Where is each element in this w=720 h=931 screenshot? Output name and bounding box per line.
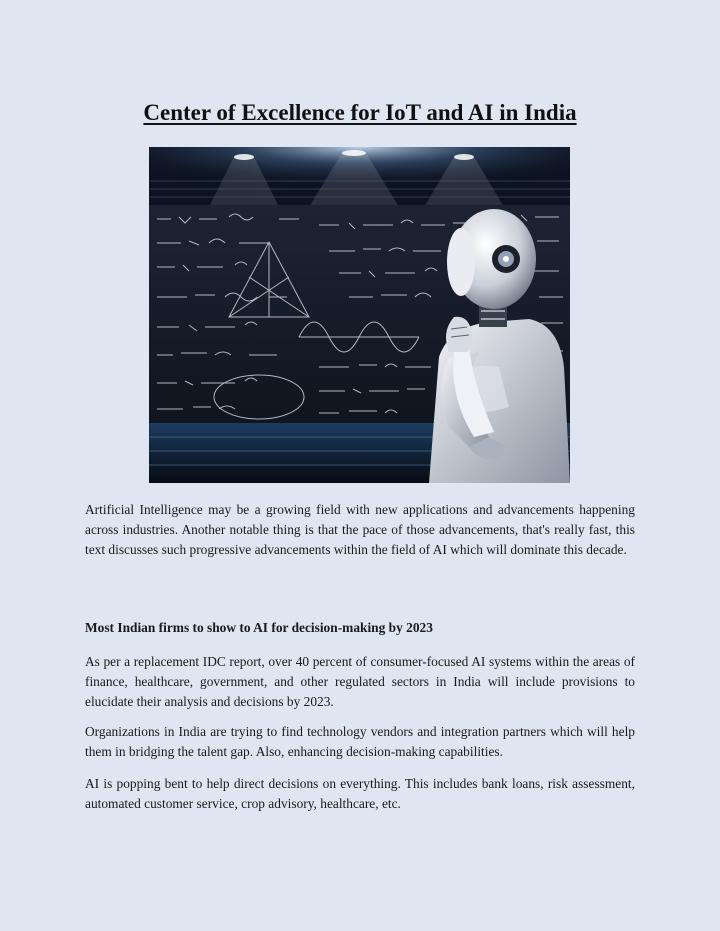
body-paragraph-3: AI is popping bent to help direct decisions on everything. This includes bank loans, risk assessment, automated customer service, crop advisory, healthcare, etc. xyxy=(85,776,635,811)
robot-chalkboard-illustration xyxy=(149,147,570,483)
page-title: Center of Excellence for IoT and AI in India xyxy=(143,100,577,125)
body-paragraph-1: As per a replacement IDC report, over 40 percent of consumer-focused AI systems within the areas of finance, healthcare, government, and other regulated sectors in India will include provisions to elucidate their analysis and decisions by 2023. xyxy=(85,654,635,709)
section-heading: Most Indian firms to show to AI for decision-making by 2023 xyxy=(85,620,433,635)
hero-image xyxy=(149,147,570,483)
intro-paragraph: Artificial Intelligence may be a growing field with new applications and advancements happening across industries. Another notable thing is that the pace of those advancements, that's really fast, this text discusses such progressive advancements within the field of AI which will dominate this decade. xyxy=(85,502,635,557)
body-paragraph-2: Organizations in India are trying to find technology vendors and integration partners which will help them in bridging the talent gap. Also, enhancing decision-making capabilities. xyxy=(85,724,635,759)
